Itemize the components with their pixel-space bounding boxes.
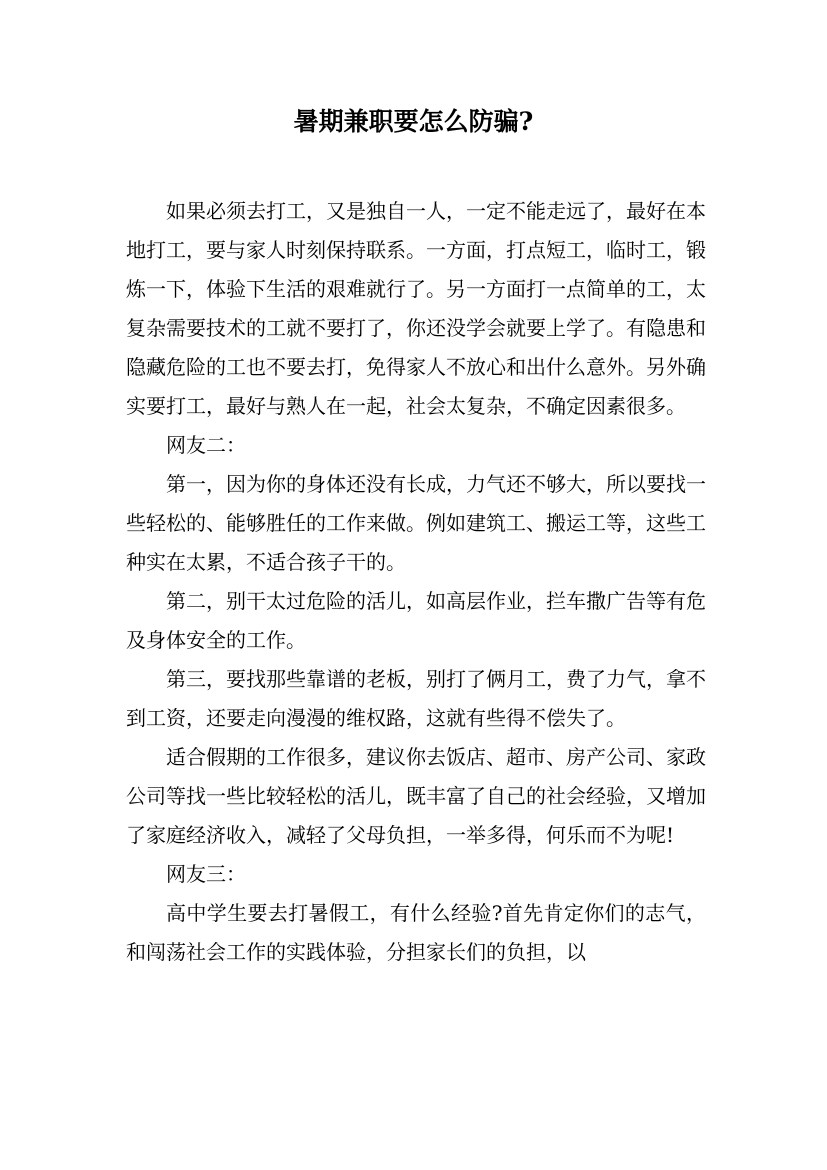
paragraph-intro: 如果必须去打工，又是独自一人，一定不能走远了，最好在本地打工，要与家人时刻保持联系。一方面，打点短工，临时工，锻炼一下，体验下生活的艰难就行了。另一方面打一点简单的工，太复杂需要技术的工就不要打了，你还没学会就要上学了。有隐患和隐藏危险的工也不要去打，免得家人不放心和出什么意外。另外确实要打工，最好与熟人在一起，社会太复杂，不确定因素很多。: [126, 199, 706, 418]
heading-netizen-two: 网友二：: [166, 433, 246, 457]
paragraph-second-point: 第二，别干太过危险的活儿，如高层作业，拦车撒广告等有危及身体安全的工作。: [126, 589, 706, 652]
document-title: 暑期兼职要怎么防骗?: [293, 107, 534, 136]
paragraph-suggestions: 适合假期的工作很多，建议你去饭店、超市、房产公司、家政公司等找一些比较轻松的活儿，既丰富了自己的社会经验，又增加了家庭经济收入，减轻了父母负担，一举多得，何乐而不为呢!: [126, 745, 706, 847]
paragraph-third-point: 第三，要找那些靠谱的老板，别打了俩月工，费了力气，拿不到工资，还要走向漫漫的维权路，这就有些得不偿失了。: [126, 667, 706, 730]
paragraph-netizen-three: 高中学生要去打暑假工，有什么经验?首先肯定你们的志气，和闯荡社会工作的实践体验，分担家长们的负担，以: [126, 901, 706, 964]
heading-netizen-three: 网友三：: [166, 862, 246, 886]
document-body: [126, 192, 706, 972]
paragraph-first-point: 第一，因为你的身体还没有长成，力气还不够大，所以要找一些轻松的、能够胜任的工作来做。例如建筑工、搬运工等，这些工种实在太累，不适合孩子干的。: [126, 472, 706, 574]
